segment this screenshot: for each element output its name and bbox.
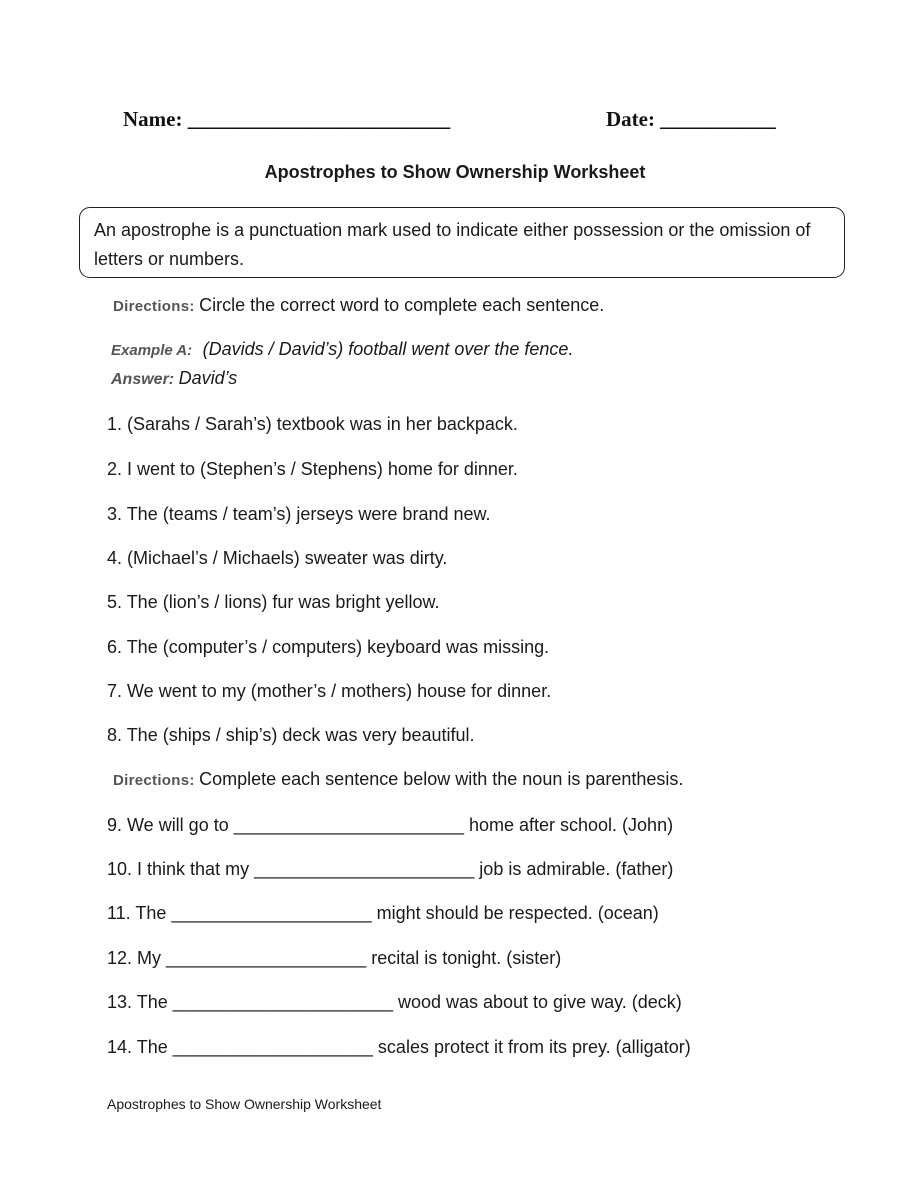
definition-box <box>79 207 845 278</box>
directions-2 <box>113 769 683 790</box>
question-7: 7. We went to my (mother’s / mothers) house for dinner. <box>107 681 552 701</box>
question-2: 2. I went to (Stephen’s / Stephens) home for dinner. <box>107 459 518 479</box>
definition-text: An apostrophe is a punctuation mark used to indicate either possession or the omission of letters or numbers. <box>94 220 811 269</box>
question-6: 6. The (computer’s / computers) keyboard was missing. <box>107 637 550 657</box>
question-12: 12. My ____________________ recital is tonight. (sister) <box>107 948 562 968</box>
question-14: 14. The ____________________ scales protect it from its prey. (alligator) <box>107 1037 691 1057</box>
page-footer: Apostrophes to Show Ownership Worksheet <box>107 1096 382 1112</box>
question-3: 3. The (teams / team’s) jerseys were brand new. <box>107 504 491 524</box>
example-label: Example A: <box>111 342 193 359</box>
directions-2-text: Complete each sentence below with the noun is parenthesis. <box>199 769 684 789</box>
question-9: 9. We will go to _______________________ home after school. (John) <box>107 815 674 835</box>
example-text: (Davids / David’s) football went over the fence. <box>202 339 574 359</box>
example-row <box>111 339 573 360</box>
name-field-label: Name: _________________________ <box>123 107 451 131</box>
question-8: 8. The (ships / ship’s) deck was very beautiful. <box>107 725 475 745</box>
directions-1-text: Circle the correct word to complete each sentence. <box>199 295 605 315</box>
worksheet-title: Apostrophes to Show Ownership Worksheet <box>264 162 646 182</box>
answer-text: David’s <box>178 368 238 388</box>
question-4: 4. (Michael’s / Michaels) sweater was dirty. <box>107 548 448 568</box>
date-field-label: Date: ___________ <box>606 107 776 131</box>
question-13: 13. The ______________________ wood was about to give way. (deck) <box>107 992 682 1012</box>
directions-1 <box>113 295 604 316</box>
answer-row <box>111 368 237 389</box>
directions-2-label: Directions: <box>113 772 195 789</box>
answer-label: Answer: <box>111 371 175 388</box>
question-11: 11. The ____________________ might should be respected. (ocean) <box>107 903 659 923</box>
question-10: 10. I think that my ______________________ job is admirable. (father) <box>107 859 674 879</box>
question-1: 1. (Sarahs / Sarah’s) textbook was in her backpack. <box>107 414 518 434</box>
question-5: 5. The (lion’s / lions) fur was bright yellow. <box>107 592 440 612</box>
directions-1-label: Directions: <box>113 298 195 315</box>
